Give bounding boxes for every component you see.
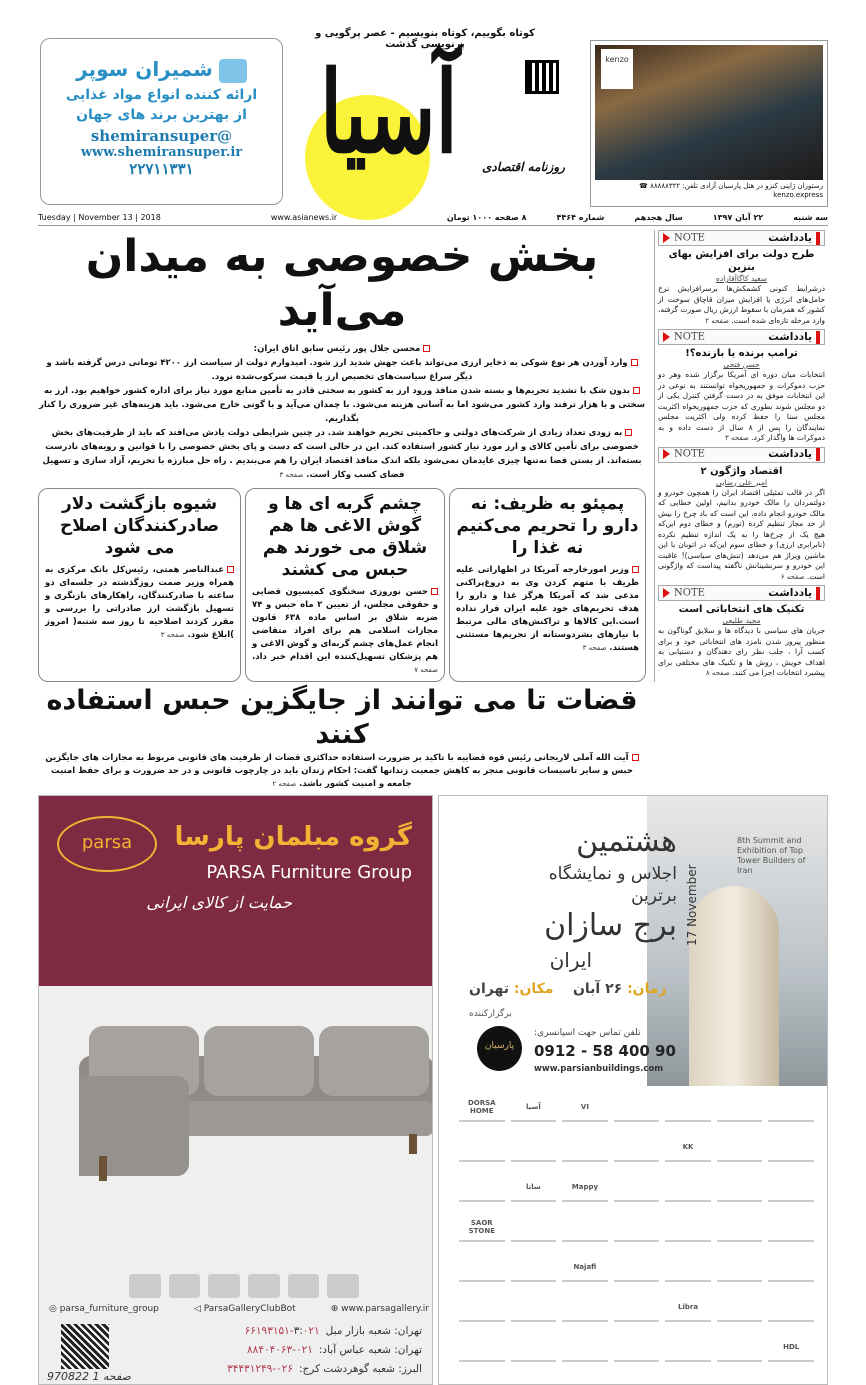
sponsor-logo: SAOR STONE — [459, 1214, 505, 1242]
note-author: سعید کاگاآقازاده — [715, 274, 768, 283]
note-body: انتخابات میان دوره ای آمریکا برگزار شده وهر دو حزب دموکرات و جمهوریخواه توانستند به نوعی در این انتخابات موفق به در دست گرفتن کنترل یکی از دو مجلس شوند بطوری که حزب جمهوریخواه اکثریت مجلس سنا را حفظ کرده ولی اکثریت مجلس نمایندگان را پس از ۸ سال از دست داده و به دموکرات ها واگذار کرد. — [658, 370, 825, 442]
ad-line1: ارائه کننده انواع مواد غذایی — [65, 86, 258, 103]
sponsor-logo — [717, 1094, 763, 1122]
sponsor-logo — [768, 1254, 814, 1282]
note-item[interactable] — [655, 329, 828, 444]
ad-brand: شمیران سوپر — [76, 57, 213, 81]
logo-subtitle: روزنامه اقتصادی — [482, 160, 565, 174]
sponsor-logo — [511, 1134, 557, 1162]
note-author: مجید طلیعی — [722, 616, 761, 625]
bullet-icon — [631, 359, 638, 366]
telegram-link[interactable]: ◁ ParsaGalleryClubBot — [193, 1304, 296, 1314]
instagram-handle: parsa_furniture_group — [59, 1304, 159, 1314]
sponsor-logo — [665, 1374, 711, 1385]
article-source: محسن جلال پور رئیس سابق اتاق ایران: — [253, 344, 421, 354]
sponsor-logo — [614, 1294, 660, 1322]
sponsor-logo — [562, 1214, 608, 1242]
second-headline[interactable]: قضات تا می توانند از جایگزین حبس استفاده کنند — [46, 685, 638, 750]
place: تهران — [469, 981, 509, 997]
box-title: چشم گربه ای ها و گوش الاغی ها هم شلاق می خورند هم حبس می کشند — [262, 494, 428, 580]
ad-instagram: @shemiransuper — [90, 126, 233, 145]
page-ref[interactable]: صفحه ۳ — [279, 471, 304, 479]
note-item[interactable] — [655, 230, 828, 326]
box-body: وزیر امورخارجه آمریکا در اظهاراتی علیه ظریف با متهم کردن وی به دروغ‌پراکنی مدعی شد که آمریکا هرگز غذا و دارو را هدف تحریم‌های خود علیه ایران قرار نداده است.این کالاها و تراکنش‌های مالی مرتبط با نیازهای بشردوستانه از تحریم‌ها مستثنی هستند. — [456, 565, 639, 653]
telegram-handle: ParsaGalleryClubBot — [203, 1304, 296, 1314]
notes-sidebar — [654, 230, 828, 682]
note-body: اگر در قالب تمثیلی اقتصاد ایران را همچون خودرو و دولتمردان را مالک خودرو بدانیم، اولین خطایی که مالک خودرو انجام داده، این است که باد چرخ را بیش از حد مجاز تنظیم کرده (تورم) و خطای دوم این‌که هیچ یک از چرخ‌ها را به یک اندازه تنظیم نکرده (نابرابری ارزی) و خطای سوم این‌که در اتوبان با این ماشین ویراژ هم می‌دهد (تنش‌های سیاسی)! عاقبت این خودرو و سرنشینانش ناگفته پیداست که واژگونی است. — [658, 487, 825, 581]
sponsor-logo — [665, 1254, 711, 1282]
persian-date: ۲۲ آبان ۱۳۹۷ — [712, 213, 764, 222]
second-article — [38, 752, 646, 791]
ad-line5: ایران — [549, 948, 592, 972]
time: ۲۶ آبان — [572, 981, 623, 997]
sponsor-logo: Libra — [665, 1294, 711, 1322]
branch — [227, 1322, 422, 1341]
news-box[interactable] — [245, 488, 445, 682]
sponsor-logo — [717, 1174, 763, 1202]
tower-building — [689, 886, 779, 1086]
note-author: حسن فتحی — [723, 360, 760, 369]
shemiran-logo-icon — [219, 59, 247, 83]
organizer-label: برگزارکننده — [469, 1009, 512, 1019]
page-ref[interactable]: صفحه ۳ — [582, 644, 607, 652]
sponsor-logo — [459, 1294, 505, 1322]
note-title: اقتصاد واژگون ۲ — [700, 465, 783, 477]
note-item[interactable] — [655, 447, 828, 583]
sponsor-logo: DORSA HOME — [459, 1094, 505, 1122]
sponsor-logo — [511, 1294, 557, 1322]
page-ref[interactable]: صفحه ۸ — [705, 669, 730, 677]
sponsor-logo — [459, 1334, 505, 1362]
note-body: جریان های سیاسی با دیدگاه ها و سلایق گوناگون به منظور پیروز شدن نامزد های انتخاباتی خود و برای کسب آرا ، جلب نظر رای دهندگان و دستیابی به اهداف خویش ، روش ها و تکنیک های مختلفی برای پیشبرد انتخابات اجرا می کنند. — [658, 626, 825, 677]
note-body: درشرایط کنونی کشمکش‌ها برسرافزایش نرخ حامل‌های انرژی یا افزایش میزان قاچاق سوخت از کشور که همزمان با سقوط ارزش ریال صورت گرفته، وارد مرحله تازه‌ای شده است. — [658, 284, 825, 325]
sponsor-logo — [614, 1174, 660, 1202]
sponsor-logo: آسیا — [511, 1094, 557, 1122]
sponsor-logo: Najafi — [562, 1254, 608, 1282]
website-url: www.parsagallery.ir — [341, 1304, 429, 1314]
page-content — [38, 230, 828, 1385]
sponsor-logo — [511, 1334, 557, 1362]
instagram-link[interactable]: ◎ parsa_furniture_group — [49, 1304, 159, 1314]
ad-phone: ۲۲۷۱۱۳۳۱ — [129, 159, 194, 178]
branch — [227, 1360, 422, 1379]
note-label: یادداشت — [768, 232, 820, 245]
ad-line2: از بهترین برند های جهان — [76, 106, 247, 123]
sponsor-logo — [614, 1254, 660, 1282]
sponsor-logo — [768, 1214, 814, 1242]
article-paragraph: بدون شک با تشدید تحریم‌ها و بسته شدن منافذ ورود ارز به کشور به سختی قادر به تأمین منابع مورد نیاز برای اداره کشور خواهیم بود. ارز به سختی و با هزار ترفند وارد کشور می‌شود اما به آسانی هزینه می‌شود. با چمدان می‌آید و با گونی خارج می‌شود. باید هزینه‌های غیر ضروری را کنار بگذاریم. — [39, 386, 645, 424]
note-title: ترامپ برنده یا بازنده؟! — [685, 348, 798, 359]
website-link[interactable]: ⊕ www.parsagallery.ir — [330, 1304, 429, 1314]
sponsor-logo — [768, 1294, 814, 1322]
organizer-logo: پارسیان — [477, 1026, 522, 1071]
kenzo-photo-ad[interactable] — [590, 40, 828, 207]
year: سال هجدهم — [634, 213, 683, 222]
sponsor-logo — [614, 1334, 660, 1362]
sponsor-logo: HDL — [768, 1334, 814, 1362]
note-label: یادداشت — [768, 331, 820, 344]
dateline — [38, 210, 828, 226]
bullet-icon — [632, 754, 639, 761]
sponsor-logo — [562, 1334, 608, 1362]
branch-phone: ۰۲۶-۳۴۴۳۱۲۴۹ — [227, 1363, 293, 1375]
sponsor-logo — [511, 1214, 557, 1242]
branch-name: تهران: شعبه بازار مبل۳: — [293, 1325, 422, 1337]
sponsor-logo: ساتا — [511, 1174, 557, 1202]
ad-title-fa: گروه مبلمان پارسا — [174, 822, 412, 852]
branch-phone: ۰۲۱-۶۶۱۹۳۱۵۱ — [244, 1325, 320, 1337]
parsa-gallery-logo: parsa — [57, 816, 157, 872]
ad-line4: برج سازان — [544, 908, 677, 943]
sponsor-logo — [665, 1214, 711, 1242]
sponsor-logo — [614, 1374, 660, 1385]
sponsor-logo — [717, 1294, 763, 1322]
note-tag: NOTE — [663, 332, 705, 343]
certification-logos — [129, 1274, 359, 1298]
sponsor-logo: VI — [562, 1094, 608, 1122]
main-article — [38, 342, 646, 482]
issue-number: شماره ۴۴۶۴ — [556, 213, 605, 222]
note-title: تکنیک های انتخاباتی است — [678, 604, 805, 615]
sponsor-logo — [562, 1134, 608, 1162]
page-ref[interactable]: صفحه ۳ — [160, 631, 185, 639]
sponsor-logo — [459, 1174, 505, 1202]
sponsor-logo — [717, 1214, 763, 1242]
bullet-icon — [227, 566, 234, 573]
sponsor-logo — [562, 1374, 608, 1385]
sponsor-logo — [459, 1134, 505, 1162]
note-label: یادداشت — [768, 448, 820, 461]
note-title: طرح دولت برای افزایش بهای بنزین — [668, 249, 815, 273]
news-boxes — [38, 488, 646, 682]
sponsor-logo — [665, 1334, 711, 1362]
page-ref[interactable]: صفحه ۳ — [725, 434, 749, 442]
sponsor-logo — [459, 1254, 505, 1282]
event-when-where — [469, 981, 667, 997]
sponsor-logo — [717, 1254, 763, 1282]
slogan: کوتاه بگوییم، کوتاه بنویسیم - عصر پرگویی و پرنویسی گذشت — [315, 28, 535, 50]
sponsor-logo — [665, 1094, 711, 1122]
contact-phone: 0912 - 58 400 90 — [534, 1042, 676, 1060]
sponsor-logo — [717, 1134, 763, 1162]
sofa-image — [79, 1016, 433, 1196]
weekday: سه شنبه — [793, 213, 828, 222]
ads-row — [38, 795, 828, 1385]
bullet-icon — [632, 566, 639, 573]
news-box[interactable] — [38, 488, 241, 682]
place-label: مکان: — [513, 981, 554, 997]
sponsor-logos — [459, 1094, 814, 1385]
sponsor-logo — [768, 1094, 814, 1122]
shemiran-super-ad[interactable] — [40, 38, 283, 205]
box-body: عبدالناصر همتی، رئیس‌کل بانک مرکزی به همراه وزیر صمت روزگذشته در جلسه‌ای دو ساعته با صادرکنندگان، راهکارهای بازنگری و تسهیل بازگشت ارز صادراتی را بررسی و مقرر کردند اصلاحیه تا روز سه شنبه( امروز )ابلاغ شود. — [45, 565, 234, 640]
note-tag: NOTE — [663, 449, 705, 460]
sponsor-logo — [511, 1374, 557, 1385]
sponsor-logo — [717, 1334, 763, 1362]
pages-price: ۸ صفحه ۱۰۰۰ تومان — [446, 213, 527, 222]
main-column — [38, 230, 646, 791]
note-label: یادداشت — [768, 587, 820, 600]
news-box[interactable] — [449, 488, 646, 682]
box-body: حسن نوروزی سخنگوی کمیسیون قضایی و حقوقی مجلس، از تعیین ۲ ماه حبس و ۷۴ ضربه شلاق بر اساس ماده ۶۳۸ قانون مجازات اسلامی هم برای افراد متقاضی انجام عمل‌های چشم گربه‌ای و گوش الاغی و هم پزشکان تسهیل‌کننده این اقدام خبر داد. — [252, 587, 438, 662]
sponsor-logo — [614, 1214, 660, 1242]
english-date: Tuesday | November 13 | 2018 — [38, 213, 161, 222]
sponsor-logo — [768, 1174, 814, 1202]
website[interactable]: www.asianews.ir — [270, 213, 338, 222]
sponsor-logo — [562, 1294, 608, 1322]
branch — [227, 1341, 422, 1360]
note-author: امیر علی رضایی — [715, 477, 768, 487]
branch-list — [227, 1322, 422, 1379]
page-ref[interactable]: صفحه ۲ — [272, 780, 297, 788]
page-ref[interactable]: صفحه ۲ — [705, 316, 729, 325]
date-en: 17 November — [685, 864, 699, 946]
sponsor-logo — [665, 1174, 711, 1202]
sponsor-logo — [459, 1374, 505, 1385]
main-headline[interactable]: بخش خصوصی به میدان می‌آید — [85, 231, 599, 336]
summit-en: 8th Summit and Exhibition of Top Tower Builders of Iran — [737, 836, 806, 875]
sponsor-logo — [614, 1094, 660, 1122]
qr-code-icon — [525, 60, 559, 94]
contact-label: تلفن تماس جهت اسپانسری: — [534, 1028, 641, 1038]
ad-line3: برترین — [631, 886, 677, 906]
note-tag: NOTE — [663, 588, 705, 599]
qr-code-icon — [61, 1324, 109, 1369]
ad-line1: هشتمین — [576, 824, 677, 859]
sponsor-logo: KK — [665, 1134, 711, 1162]
box-title: شیوه بازگشت دلار صادرکنندگان اصلاح می شود — [59, 494, 220, 558]
bullet-icon — [431, 588, 438, 595]
sponsor-logo — [511, 1254, 557, 1282]
branch-name: تهران: شعبه عباس آباد: — [318, 1344, 422, 1356]
ad-website[interactable]: www.parsianbuildings.com — [534, 1064, 664, 1074]
newspaper-logo: آسیا — [320, 46, 458, 179]
ad-line2: اجلاس و نمایشگاه — [548, 864, 677, 884]
sponsor-logo — [717, 1374, 763, 1385]
ad-slogan: حمایت از کالای ایرانی — [146, 893, 292, 912]
sponsor-logo — [768, 1134, 814, 1162]
note-tag: NOTE — [663, 233, 705, 244]
bullet-icon — [625, 429, 632, 436]
bullet-icon — [633, 387, 640, 394]
page-ref[interactable]: صفحه ۶ — [780, 572, 805, 581]
sponsor-logo — [614, 1134, 660, 1162]
bullet-icon — [423, 345, 430, 352]
branch-name: البرز: شعبه گوهردشت کرج: — [298, 1363, 422, 1375]
article-body: آیت الله آملی لاریجانی رئیس قوه قضاییه با تاکید بر ضرورت استفاده حداکثری قضات از ظرفیت های قانونی مربوط به مجازات های جایگزین حبس و سایر تاسیسات قانونی منجر به کاهش جمعیت زندانها گفت: احکام زندان باید در چارچوب قانونی و در حد ضرورت و برای حفظ امنیت جامعه و امنیت کشور باشد. — [45, 753, 633, 789]
parsa-furniture-ad[interactable] — [38, 795, 433, 1385]
sponsor-logo — [768, 1374, 814, 1385]
box-title: پمپئو به ظریف: نه دارو را تحریم می‌کنیم نه غذا را — [456, 494, 639, 558]
page-ref[interactable]: صفحه ۷ — [414, 666, 438, 674]
note-item[interactable] — [655, 585, 828, 679]
ad-website: www.shemiransuper.ir — [80, 144, 243, 160]
branch-phone: ۰۲۱-۸۸۴۰۴۰۶۳ — [247, 1344, 313, 1356]
time-label: زمان: — [627, 981, 667, 997]
sponsor-logo: Mappy — [562, 1174, 608, 1202]
kenzo-logo: kenzo — [601, 49, 633, 89]
article-paragraph: وارد آوردن هر نوع شوکی به ذخایر ارزی می‌تواند باعث جهش شدید ارز شود. امیدوارم دولت از سیاست ارز ۴۲۰۰ تومانی درس گرفته باشد و دیگر سراغ سیاست‌های تخصیص ارز با قیمت سرکوب‌شده نرود. — [46, 358, 628, 382]
page-stamp: 970822 1 صفحه — [47, 1370, 131, 1383]
photo-caption: رستوران ژاپنی کنزو در هتل پارسیان آزادی تلفن: ۸۸۸۸۸۳۲۲ ☎ kenzo.express — [639, 182, 823, 199]
article-paragraph: به زودی تعداد زیادی از شرکت‌های دولتی و حاکمیتی تحریم خواهند شد. در چنین شرایطی دولت یادش می‌افتد که باید از ظرفیت‌های بخش خصوصی برای تأمین کالای و ارز مورد نیاز کشور استفاده کند. این در حالی است که دست و پای بخش خصوصی را با قوانین و رویه‌های نادرست بسته‌اند. از بستن فضا نه‌تنها چیزی عایدمان نمی‌شود بلکه اندک منافذ اقتصاد ایران را هم می‌بندیم . راه حل مبارزه با تحریم، آزاد سازی و تسهیل فضای کسب وکار است. — [42, 428, 642, 480]
ad-title-en: PARSA Furniture Group — [206, 862, 412, 883]
tower-builders-ad[interactable] — [438, 795, 828, 1385]
